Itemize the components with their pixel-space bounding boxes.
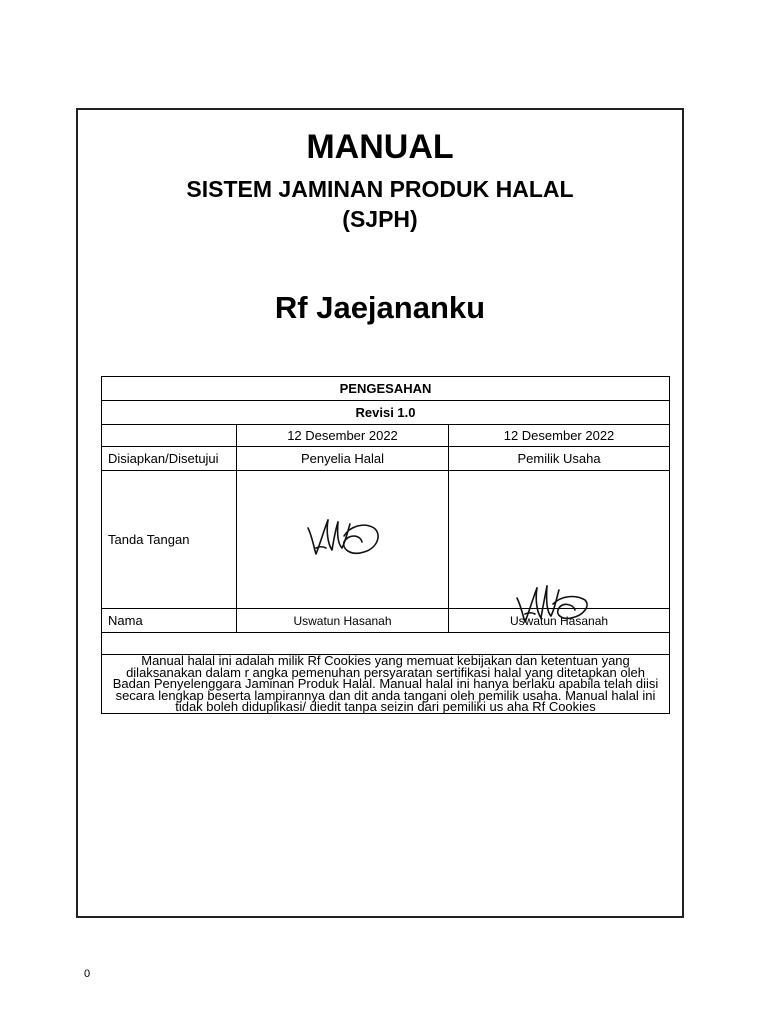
ownership-note: Manual halal ini adalah milik Rf Cookies yang memuat kebijakan dan ketentuan yang dilaksanakan dalam r angka pemenuhan persyaratan sertifikasi halal yang ditetapkan oleh Badan Penyelenggara Jaminan Produk Halal. Manual halal ini hanya berlaku apabila telah diisi secara lengkap beserta lampirannya dan dit anda tangani oleh pemilik usaha. Manual halal ini tidak boleh diduplikasi/ diedit tanpa seizin dari pemiliki us aha Rf Cookies bbox=[102, 655, 670, 714]
signature-label: Tanda Tangan bbox=[102, 471, 237, 609]
signature-image-left bbox=[304, 514, 386, 558]
document-frame bbox=[76, 108, 684, 918]
document-subtitle bbox=[78, 174, 682, 234]
signature-image-right bbox=[513, 582, 595, 626]
approval-heading: PENGESAHAN bbox=[102, 377, 670, 401]
document-title: MANUAL bbox=[306, 128, 454, 166]
name-left: Uswatun Hasanah bbox=[237, 609, 449, 633]
blank-row bbox=[102, 633, 670, 655]
subtitle-line-1: SISTEM JAMINAN PRODUK HALAL bbox=[186, 176, 574, 202]
company-name: Rf Jaejananku bbox=[274, 290, 486, 325]
revision-label: Revisi 1.0 bbox=[102, 401, 670, 425]
date-left: 12 Desember 2022 bbox=[237, 425, 449, 447]
date-empty-cell bbox=[102, 425, 237, 447]
subtitle-line-2: (SJPH) bbox=[342, 206, 418, 232]
role-right: Pemilik Usaha bbox=[449, 447, 670, 471]
page-number: 0 bbox=[84, 968, 91, 980]
name-right: Uswatun Hasanah bbox=[449, 609, 670, 633]
role-left: Penyelia Halal bbox=[237, 447, 449, 471]
prepared-label: Disiapkan/Disetujui bbox=[102, 447, 237, 471]
name-label: Nama bbox=[102, 609, 237, 633]
date-right: 12 Desember 2022 bbox=[449, 425, 670, 447]
